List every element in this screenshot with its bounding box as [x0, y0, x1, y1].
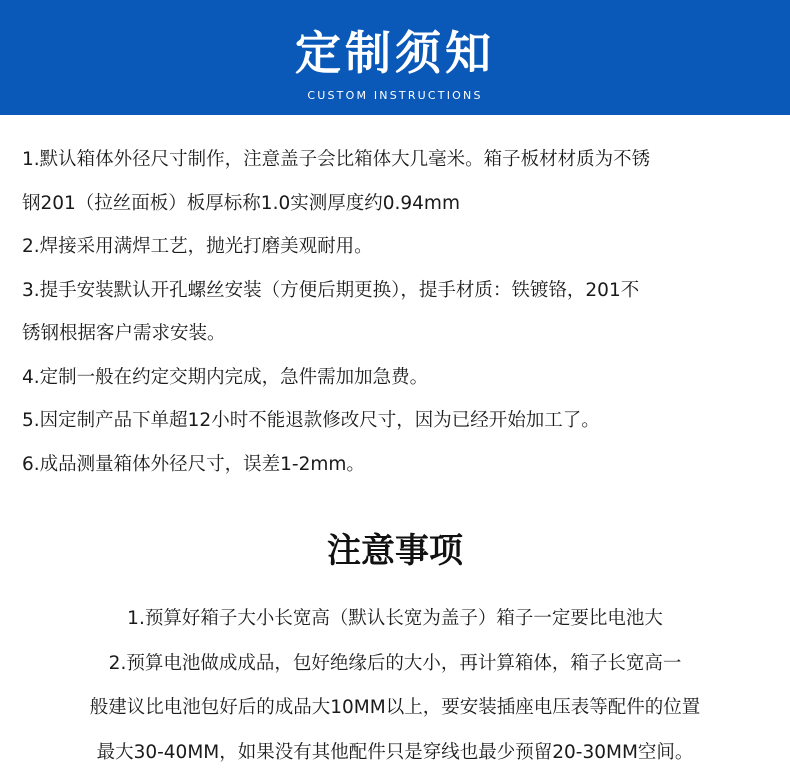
- instruction-line: 3.提手安装默认开孔螺丝安装（方便后期更换），提手材质：铁镀铬，201不: [22, 279, 640, 301]
- instruction-line: 锈钢根据客户需求安装。: [22, 323, 226, 344]
- instruction-line: 4.定制一般在约定交期内完成，急件需加加急费。: [22, 366, 429, 388]
- caution-line: 般建议比电池包好后的成品大10MM以上，要安装插座电压表等配件的位置: [89, 697, 701, 718]
- page-subtitle: CUSTOM INSTRUCTIONS: [307, 89, 483, 102]
- instruction-line: 钢201（拉丝面板）板厚标称1.0实测厚度约0.94mm: [22, 192, 460, 214]
- caution-list: [0, 597, 790, 775]
- instruction-line: 5.因定制产品下单超12小时不能退款修改尺寸，因为已经开始加工了。: [22, 410, 600, 431]
- header-banner: [0, 0, 790, 115]
- caution-line: 2.预算电池做成成品，包好绝缘后的大小，再计算箱体，箱子长宽高一: [108, 652, 682, 674]
- caution-line: 1.预算好箱子大小长宽高（默认长宽为盖子）箱子一定要比电池大: [127, 608, 663, 629]
- caution-line: 最大30-40MM，如果没有其他配件只是穿线也最少预留20-30MM空间。: [96, 741, 694, 763]
- page-title: 定制须知: [295, 26, 495, 80]
- instructions-list: [22, 138, 782, 486]
- instruction-line: 1.默认箱体外径尺寸制作，注意盖子会比箱体大几毫米。箱子板材材质为不锈: [22, 149, 651, 170]
- instruction-line: 6.成品测量箱体外径尺寸，误差1-2mm。: [22, 453, 365, 475]
- caution-title: 注意事项: [327, 531, 463, 571]
- instruction-line: 2.焊接采用满焊工艺，抛光打磨美观耐用。: [22, 236, 373, 257]
